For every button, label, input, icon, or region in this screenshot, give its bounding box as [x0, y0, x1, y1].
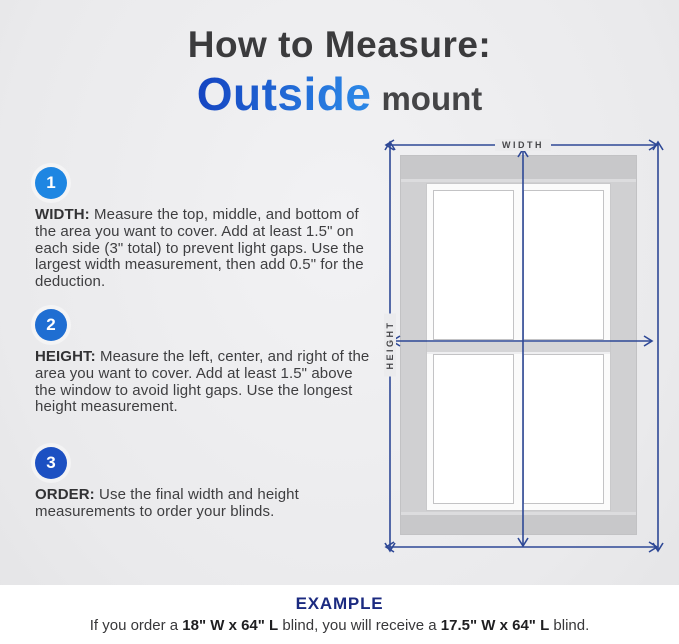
- height-dimension-label: HEIGHT: [384, 313, 396, 376]
- title-highlight-outside: Outside: [196, 68, 372, 120]
- example-part3: blind.: [549, 617, 590, 634]
- window-panes: [433, 190, 604, 504]
- example-ordered-size: 18" W x 64" L: [182, 617, 279, 634]
- step-width-text: [35, 207, 377, 291]
- window-pane: [433, 354, 514, 504]
- window-pane: [523, 190, 604, 340]
- step-number-badge: 1: [35, 167, 67, 199]
- step-number-badge: 3: [35, 447, 67, 479]
- step-order: [35, 447, 377, 521]
- example-footer: [0, 585, 679, 644]
- page-subtitle: [0, 67, 679, 121]
- step-width: [35, 167, 377, 291]
- window-frame: [426, 183, 611, 511]
- example-sentence: [0, 617, 679, 634]
- width-dimension-label: WIDTH: [495, 139, 551, 151]
- title-suffix-mount: mount: [381, 80, 483, 117]
- page-title: How to Measure:: [187, 24, 492, 65]
- window-pane: [433, 190, 514, 340]
- window-header-casing: [401, 156, 636, 182]
- window-sill: [401, 512, 636, 534]
- step-order-label: ORDER:: [35, 486, 95, 503]
- step-number-badge: 2: [35, 309, 67, 341]
- step-height-text: [35, 349, 377, 416]
- window-pane: [523, 354, 604, 504]
- window-illustration: [400, 155, 637, 535]
- step-order-text: [35, 487, 377, 521]
- step-width-label: WIDTH:: [35, 206, 90, 223]
- step-height: [35, 309, 377, 416]
- example-received-size: 17.5" W x 64" L: [440, 617, 550, 634]
- step-order-body: Use the final width and height measurements to order your blinds.: [35, 486, 299, 520]
- example-part1: If you order a: [89, 617, 183, 634]
- example-heading: EXAMPLE: [295, 594, 384, 613]
- step-height-body: Measure the left, center, and right of the area you want to cover. Add at least 1.5" above the window to avoid light gaps. Use the longest height measurement.: [35, 348, 370, 416]
- step-height-label: HEIGHT:: [35, 348, 96, 365]
- title-block: [0, 24, 679, 121]
- step-width-body: Measure the top, middle, and bottom of the area you want to cover. Add at least 1.5" on each side (3" total) to prevent light gaps. Use the largest width measurement, then add 0.5" for the deduction.: [35, 206, 364, 291]
- window-meeting-rail: [427, 340, 610, 354]
- example-part2: blind, you will receive a: [278, 617, 441, 634]
